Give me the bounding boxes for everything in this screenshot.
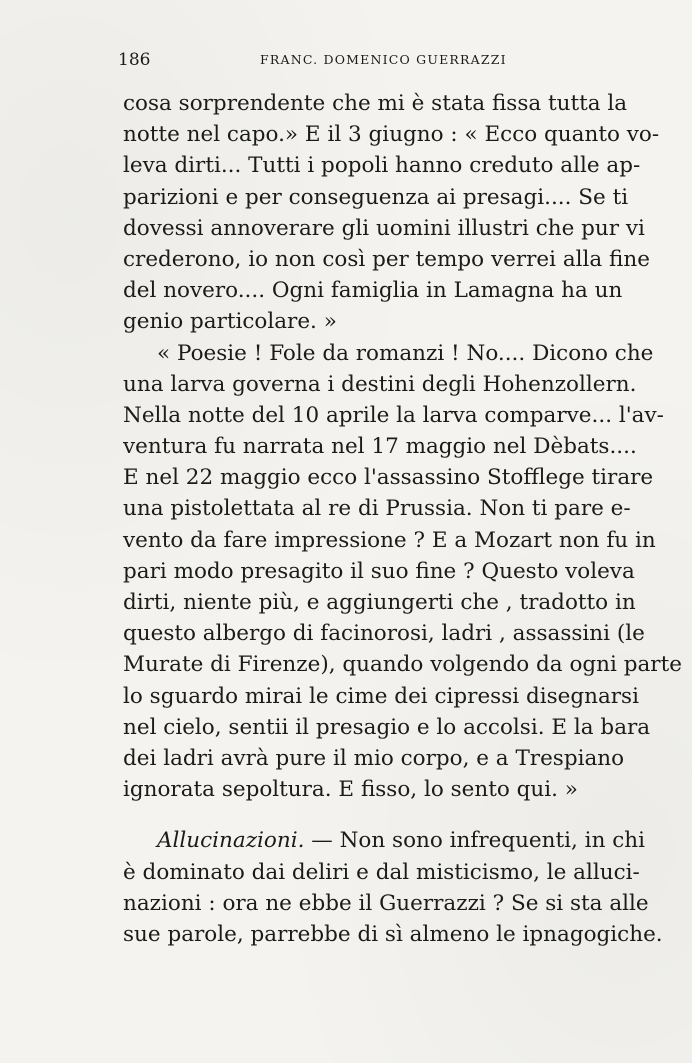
paragraph [123,88,660,338]
text-line: E nel 22 maggio ecco l'assassino Stofflege tirare [123,465,654,491]
text-line-rest: — Non sono infrequenti, in chi [311,828,646,854]
text-line [123,825,646,856]
text-line: lo sguardo mirai le cime dei cipressi disegnarsi [123,683,639,709]
page-header [118,50,618,74]
text-line: cosa sorprendente che mi è stata fissa tutta la [123,91,628,116]
running-head: FRANC. DOMENICO GUERRAZZI [260,52,507,67]
text-line: ventura fu narrata nel 17 maggio nel Dèbats.... [123,434,637,460]
text-line: ignorata sepoltura. E fisso, lo sento qui. » [123,777,578,803]
text-line: nazioni : ora ne ebbe il Guerrazzi ? Se si sta alle [123,890,649,916]
paragraph [123,825,663,950]
text-line: dei ladri avrà pure il mio corpo, e a Trespiano [123,745,625,771]
text-line: genio particolare. » [123,309,337,335]
text-line: Murate di Firenze), quando volgendo da ogni parte [123,652,682,678]
paragraph [123,338,682,806]
text-line: parizioni e per conseguenza ai presagi.... Se ti [123,184,629,210]
paragraph-gap [123,805,613,825]
text-line: dovessi annoverare gli uomini illustri che pur vi [123,215,645,241]
page-number: 186 [118,50,151,70]
text-line: è dominato dai deliri e dal misticismo, le alluci- [123,859,640,885]
text-line: del novero.... Ogni famiglia in Lamagna ha un [123,278,623,304]
section-title: Allucinazioni. [157,828,305,854]
text-line: una pistolettata al re di Prussia. Non ti pare e- [123,496,631,522]
text-line: pari modo presagito il suo fine ? Questo voleva [123,558,635,584]
text-line: Nella notte del 10 aprile la larva comparve... l'av- [123,402,664,428]
text-line: sue parole, parrebbe di sì almeno le ipnagogiche. [123,921,663,947]
text-line: notte nel capo.» E il 3 giugno : « Ecco quanto vo- [123,122,660,148]
text-line: vento da fare impressione ? E a Mozart non fu in [123,527,656,553]
text-line: crederono, io non così per tempo verrei alla fine [123,246,650,272]
text-line: leva dirti... Tutti i popoli hanno creduto alle ap- [123,153,641,179]
text-line: nel cielo, sentii il presagio e lo accolsi. E la bara [123,714,651,740]
body-text [123,88,682,950]
text-line: dirti, niente più, e aggiungerti che , tradotto in [123,590,636,615]
text-line: questo albergo di facinorosi, ladri , assassini (le [123,621,645,647]
text-line: una larva governa i destini degli Hohenzollern. [123,371,637,397]
text-line: « Poesie ! Fole da romanzi ! No.... Dicono che [157,340,654,366]
